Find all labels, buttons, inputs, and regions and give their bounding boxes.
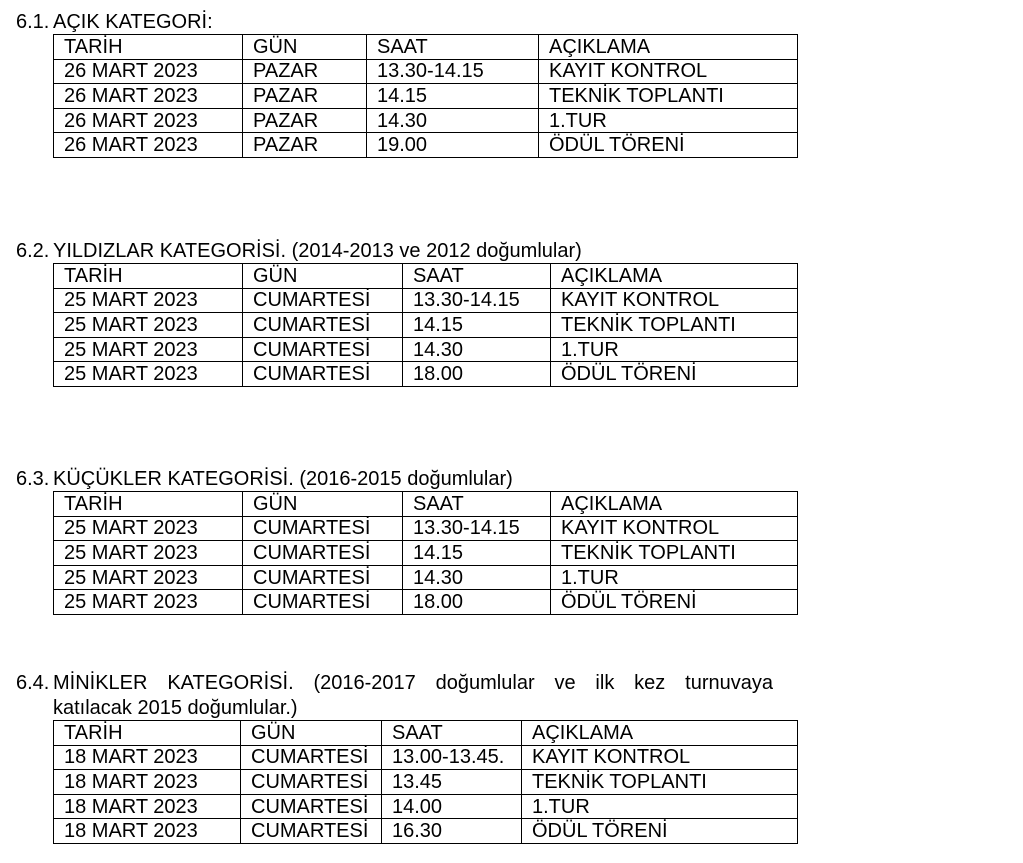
cell-description: 1.TUR xyxy=(551,565,798,590)
column-header-time: SAAT xyxy=(382,721,522,746)
cell-day: CUMARTESİ xyxy=(241,770,382,795)
table-row xyxy=(54,541,798,566)
section-number: 6.1. xyxy=(16,11,50,33)
table-row xyxy=(54,59,798,84)
cell-date: 25 MART 2023 xyxy=(54,337,243,362)
table-row xyxy=(54,362,798,387)
cell-day: CUMARTESİ xyxy=(243,516,403,541)
cell-time: 14.30 xyxy=(403,337,551,362)
cell-day: CUMARTESİ xyxy=(243,541,403,566)
column-header-time: SAAT xyxy=(403,492,551,517)
cell-description: KAYIT KONTROL xyxy=(551,516,798,541)
cell-day: CUMARTESİ xyxy=(243,565,403,590)
cell-description: 1.TUR xyxy=(539,108,798,133)
section-title: KÜÇÜKLER KATEGORİSİ. (2016-2015 doğumlular) xyxy=(53,468,513,490)
column-header-date: TARİH xyxy=(54,492,243,517)
cell-description: KAYIT KONTROL xyxy=(539,59,798,84)
cell-day: PAZAR xyxy=(243,84,367,109)
table-row xyxy=(54,133,798,158)
cell-time: 14.15 xyxy=(403,313,551,338)
cell-time: 13.00-13.45. xyxy=(382,745,522,770)
cell-date: 25 MART 2023 xyxy=(54,541,243,566)
cell-description: TEKNİK TOPLANTI xyxy=(522,770,798,795)
cell-date: 18 MART 2023 xyxy=(54,819,241,844)
table-header-row xyxy=(54,492,798,517)
cell-description: KAYIT KONTROL xyxy=(551,288,798,313)
column-header-time: SAAT xyxy=(403,264,551,289)
cell-day: CUMARTESİ xyxy=(243,590,403,615)
cell-day: CUMARTESİ xyxy=(243,362,403,387)
schedule-table xyxy=(53,34,798,158)
table-row xyxy=(54,819,798,844)
cell-description: ÖDÜL TÖRENİ xyxy=(551,362,798,387)
cell-day: PAZAR xyxy=(243,59,367,84)
cell-date: 25 MART 2023 xyxy=(54,288,243,313)
column-header-date: TARİH xyxy=(54,35,243,60)
cell-date: 25 MART 2023 xyxy=(54,362,243,387)
cell-time: 14.00 xyxy=(382,794,522,819)
table-row xyxy=(54,313,798,338)
cell-time: 13.30-14.15 xyxy=(367,59,539,84)
cell-day: CUMARTESİ xyxy=(243,288,403,313)
cell-day: CUMARTESİ xyxy=(241,819,382,844)
cell-time: 14.30 xyxy=(367,108,539,133)
cell-date: 25 MART 2023 xyxy=(54,565,243,590)
cell-description: ÖDÜL TÖRENİ xyxy=(551,590,798,615)
cell-date: 25 MART 2023 xyxy=(54,590,243,615)
table-row xyxy=(54,516,798,541)
cell-description: ÖDÜL TÖRENİ xyxy=(522,819,798,844)
cell-date: 18 MART 2023 xyxy=(54,794,241,819)
cell-day: CUMARTESİ xyxy=(243,337,403,362)
column-header-time: SAAT xyxy=(367,35,539,60)
cell-day: PAZAR xyxy=(243,133,367,158)
cell-day: CUMARTESİ xyxy=(243,313,403,338)
section-title: YILDIZLAR KATEGORİSİ. (2014-2013 ve 2012 doğumlular) xyxy=(53,240,582,262)
cell-time: 19.00 xyxy=(367,133,539,158)
section-number: 6.4. xyxy=(16,672,50,694)
section-title: AÇIK KATEGORİ: xyxy=(53,11,213,33)
table-header-row xyxy=(54,264,798,289)
schedule-table xyxy=(53,491,798,615)
table-row xyxy=(54,745,798,770)
column-header-description: AÇIKLAMA xyxy=(522,721,798,746)
cell-day: CUMARTESİ xyxy=(241,745,382,770)
column-header-day: GÜN xyxy=(241,721,382,746)
cell-time: 16.30 xyxy=(382,819,522,844)
cell-time: 14.15 xyxy=(367,84,539,109)
cell-time: 18.00 xyxy=(403,362,551,387)
cell-time: 13.30-14.15 xyxy=(403,288,551,313)
cell-date: 26 MART 2023 xyxy=(54,108,243,133)
cell-time: 14.30 xyxy=(403,565,551,590)
table-row xyxy=(54,590,798,615)
column-header-description: AÇIKLAMA xyxy=(539,35,798,60)
table-row xyxy=(54,288,798,313)
column-header-day: GÜN xyxy=(243,35,367,60)
cell-time: 13.30-14.15 xyxy=(403,516,551,541)
column-header-date: TARİH xyxy=(54,264,243,289)
cell-date: 26 MART 2023 xyxy=(54,84,243,109)
column-header-day: GÜN xyxy=(243,492,403,517)
cell-description: 1.TUR xyxy=(551,337,798,362)
schedule-table xyxy=(53,720,798,844)
table-row xyxy=(54,565,798,590)
cell-description: TEKNİK TOPLANTI xyxy=(551,313,798,338)
section-number: 6.3. xyxy=(16,468,50,490)
cell-description: TEKNİK TOPLANTI xyxy=(539,84,798,109)
table-header-row xyxy=(54,721,798,746)
schedule-table xyxy=(53,263,798,387)
cell-date: 26 MART 2023 xyxy=(54,133,243,158)
cell-date: 25 MART 2023 xyxy=(54,516,243,541)
column-header-date: TARİH xyxy=(54,721,241,746)
table-row xyxy=(54,84,798,109)
section-title: MİNİKLER KATEGORİSİ. (2016-2017 doğumlular ve ilk kez turnuvaya xyxy=(53,672,773,694)
cell-time: 13.45 xyxy=(382,770,522,795)
cell-description: KAYIT KONTROL xyxy=(522,745,798,770)
cell-day: CUMARTESİ xyxy=(241,794,382,819)
table-row xyxy=(54,108,798,133)
column-header-day: GÜN xyxy=(243,264,403,289)
cell-description: ÖDÜL TÖRENİ xyxy=(539,133,798,158)
cell-description: TEKNİK TOPLANTI xyxy=(551,541,798,566)
cell-description: 1.TUR xyxy=(522,794,798,819)
cell-date: 18 MART 2023 xyxy=(54,745,241,770)
column-header-description: AÇIKLAMA xyxy=(551,492,798,517)
table-row xyxy=(54,794,798,819)
table-row xyxy=(54,770,798,795)
table-header-row xyxy=(54,35,798,60)
cell-time: 14.15 xyxy=(403,541,551,566)
cell-date: 26 MART 2023 xyxy=(54,59,243,84)
section-number: 6.2. xyxy=(16,240,50,262)
cell-date: 18 MART 2023 xyxy=(54,770,241,795)
cell-day: PAZAR xyxy=(243,108,367,133)
table-row xyxy=(54,337,798,362)
cell-date: 25 MART 2023 xyxy=(54,313,243,338)
column-header-description: AÇIKLAMA xyxy=(551,264,798,289)
section-title-continuation: katılacak 2015 doğumlular.) xyxy=(53,697,298,719)
cell-time: 18.00 xyxy=(403,590,551,615)
